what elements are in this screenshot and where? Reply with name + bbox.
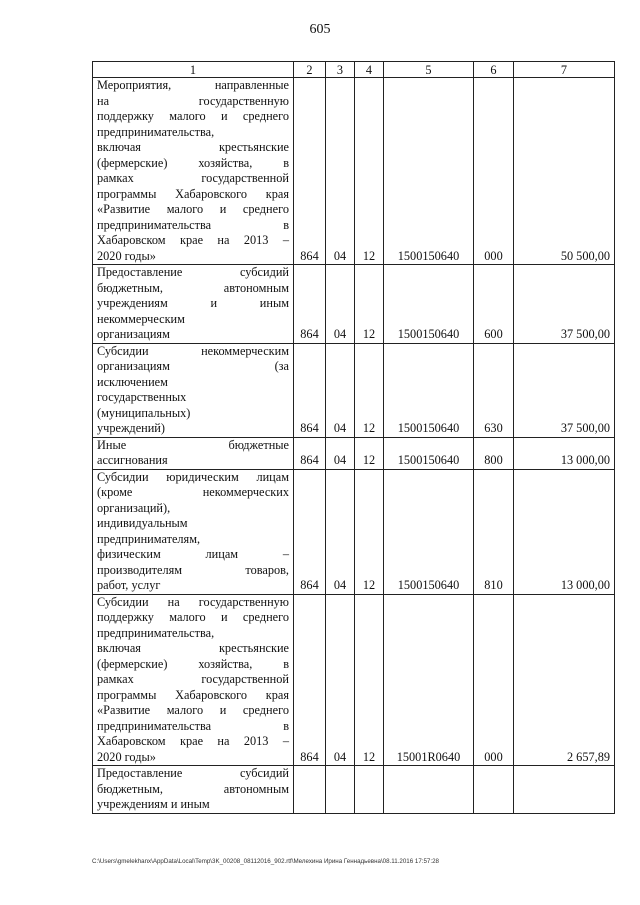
amount-value: 50 500,00 <box>514 78 615 265</box>
ministry-code: 864 <box>294 469 326 594</box>
column-number-header <box>93 62 615 78</box>
header-cell: 2 <box>294 62 326 78</box>
description-line: некоммерческим <box>97 311 185 326</box>
description-line: Субсидии на государственную <box>97 594 289 609</box>
description-line: «Развитие малого и среднего <box>97 703 289 717</box>
expense-type-code: 000 <box>474 594 514 766</box>
table-row <box>93 766 615 814</box>
description-line: программы Хабаровского края <box>97 186 289 201</box>
description-line: (муниципальных) <box>97 405 191 420</box>
description-line: включая крестьянские <box>97 140 289 154</box>
description-line: предпринимательства, <box>97 124 215 139</box>
description-line: рамках государственной <box>97 672 289 686</box>
description-line: включая крестьянские <box>97 641 289 655</box>
description-line: поддержку малого и среднего <box>97 610 289 624</box>
table-row <box>93 594 615 766</box>
description-line: государственных <box>97 390 187 404</box>
description-line: рамках государственной <box>97 171 289 185</box>
target-article-code: 1500150640 <box>384 343 474 437</box>
row-description <box>93 594 294 766</box>
row-description <box>93 437 294 469</box>
target-article-code <box>384 766 474 814</box>
description-line: (кроме некоммерческих <box>97 485 289 499</box>
header-cell: 3 <box>326 62 355 78</box>
description-line: индивидуальным <box>97 516 188 530</box>
table-row <box>93 265 615 344</box>
row-description <box>93 265 294 344</box>
header-cell: 4 <box>355 62 384 78</box>
subsection-code: 12 <box>355 265 384 344</box>
expense-type-code: 600 <box>474 265 514 344</box>
expense-type-code: 810 <box>474 469 514 594</box>
header-cell: 5 <box>384 62 474 78</box>
row-description <box>93 469 294 594</box>
table-row <box>93 78 615 265</box>
header-cell: 7 <box>514 62 615 78</box>
ministry-code: 864 <box>294 437 326 469</box>
ministry-code: 864 <box>294 594 326 766</box>
description-line: организациям <box>97 327 170 341</box>
amount-value: 37 500,00 <box>514 343 615 437</box>
table-row <box>93 469 615 594</box>
target-article-code: 1500150640 <box>384 78 474 265</box>
description-line: программы Хабаровского края <box>97 687 289 702</box>
description-line: организаций), <box>97 500 171 515</box>
amount-value <box>514 766 615 814</box>
ministry-code: 864 <box>294 343 326 437</box>
subsection-code: 12 <box>355 78 384 265</box>
target-article-code: 1500150640 <box>384 265 474 344</box>
target-article-code: 1500150640 <box>384 469 474 594</box>
description-line: (фермерские) хозяйства, в <box>97 155 289 170</box>
row-description <box>93 78 294 265</box>
description-line: поддержку малого и среднего <box>97 109 289 123</box>
description-line: физическим лицам – <box>97 547 289 561</box>
expense-type-code: 000 <box>474 78 514 265</box>
description-line: производителям товаров, <box>97 562 289 577</box>
section-code: 04 <box>326 78 355 265</box>
row-description <box>93 343 294 437</box>
description-line: на государственную <box>97 93 289 108</box>
description-line: учреждениям и иным <box>97 797 210 811</box>
description-line: Субсидии некоммерческим <box>97 343 289 358</box>
expense-type-code: 630 <box>474 343 514 437</box>
description-line: бюджетным, автономным <box>97 781 289 796</box>
document-footer-path: C:\Users\gmelekhanx\AppData\Local\Temp\3K_00208_08112016_902.rtf\Мелехина Ирина Геннадьевна\08.11.2016 17:57:28 <box>92 858 439 865</box>
ministry-code: 864 <box>294 265 326 344</box>
description-line: ассигнования <box>97 453 168 467</box>
description-line: Хабаровском крае на 2013 – <box>97 734 289 748</box>
subsection-code: 12 <box>355 469 384 594</box>
description-line: исключением <box>97 374 168 389</box>
description-line: Предоставление субсидий <box>97 265 289 279</box>
description-line: работ, услуг <box>97 578 161 592</box>
description-line: 2020 годы» <box>97 749 156 764</box>
description-line: (фермерские) хозяйства, в <box>97 656 289 671</box>
description-line: Предоставление субсидий <box>97 766 289 780</box>
subsection-code: 12 <box>355 437 384 469</box>
expense-type-code <box>474 766 514 814</box>
amount-value: 13 000,00 <box>514 437 615 469</box>
expense-type-code: 800 <box>474 437 514 469</box>
description-line: 2020 годы» <box>97 248 156 263</box>
section-code: 04 <box>326 265 355 344</box>
section-code: 04 <box>326 437 355 469</box>
amount-value: 37 500,00 <box>514 265 615 344</box>
description-line: предпринимателям, <box>97 531 201 546</box>
header-cell: 1 <box>93 62 294 78</box>
section-code <box>326 766 355 814</box>
ministry-code: 864 <box>294 78 326 265</box>
description-line: предпринимательства в <box>97 217 289 232</box>
subsection-code: 12 <box>355 343 384 437</box>
section-code: 04 <box>326 594 355 766</box>
section-code: 04 <box>326 469 355 594</box>
amount-value: 2 657,89 <box>514 594 615 766</box>
target-article-code: 15001R0640 <box>384 594 474 766</box>
description-line: бюджетным, автономным <box>97 280 289 295</box>
subsection-code: 12 <box>355 594 384 766</box>
description-line: предпринимательства, <box>97 625 215 640</box>
row-description <box>93 766 294 814</box>
target-article-code: 1500150640 <box>384 437 474 469</box>
header-cell: 6 <box>474 62 514 78</box>
page-number: 605 <box>309 22 331 37</box>
ministry-code <box>294 766 326 814</box>
table-row <box>93 437 615 469</box>
amount-value: 13 000,00 <box>514 469 615 594</box>
section-code: 04 <box>326 343 355 437</box>
description-line: Субсидии юридическим лицам <box>97 469 289 484</box>
description-line: предпринимательства в <box>97 718 289 733</box>
description-line: «Развитие малого и среднего <box>97 202 289 216</box>
description-line: организациям (за <box>97 359 289 373</box>
description-line: Иные бюджетные <box>97 437 289 452</box>
table-row <box>93 343 615 437</box>
description-line: Хабаровском крае на 2013 – <box>97 233 289 247</box>
budget-table <box>92 61 615 814</box>
description-line: учреждениям и иным <box>97 296 289 310</box>
description-line: Мероприятия, направленные <box>97 78 289 92</box>
description-line: учреждений) <box>97 421 165 435</box>
subsection-code <box>355 766 384 814</box>
